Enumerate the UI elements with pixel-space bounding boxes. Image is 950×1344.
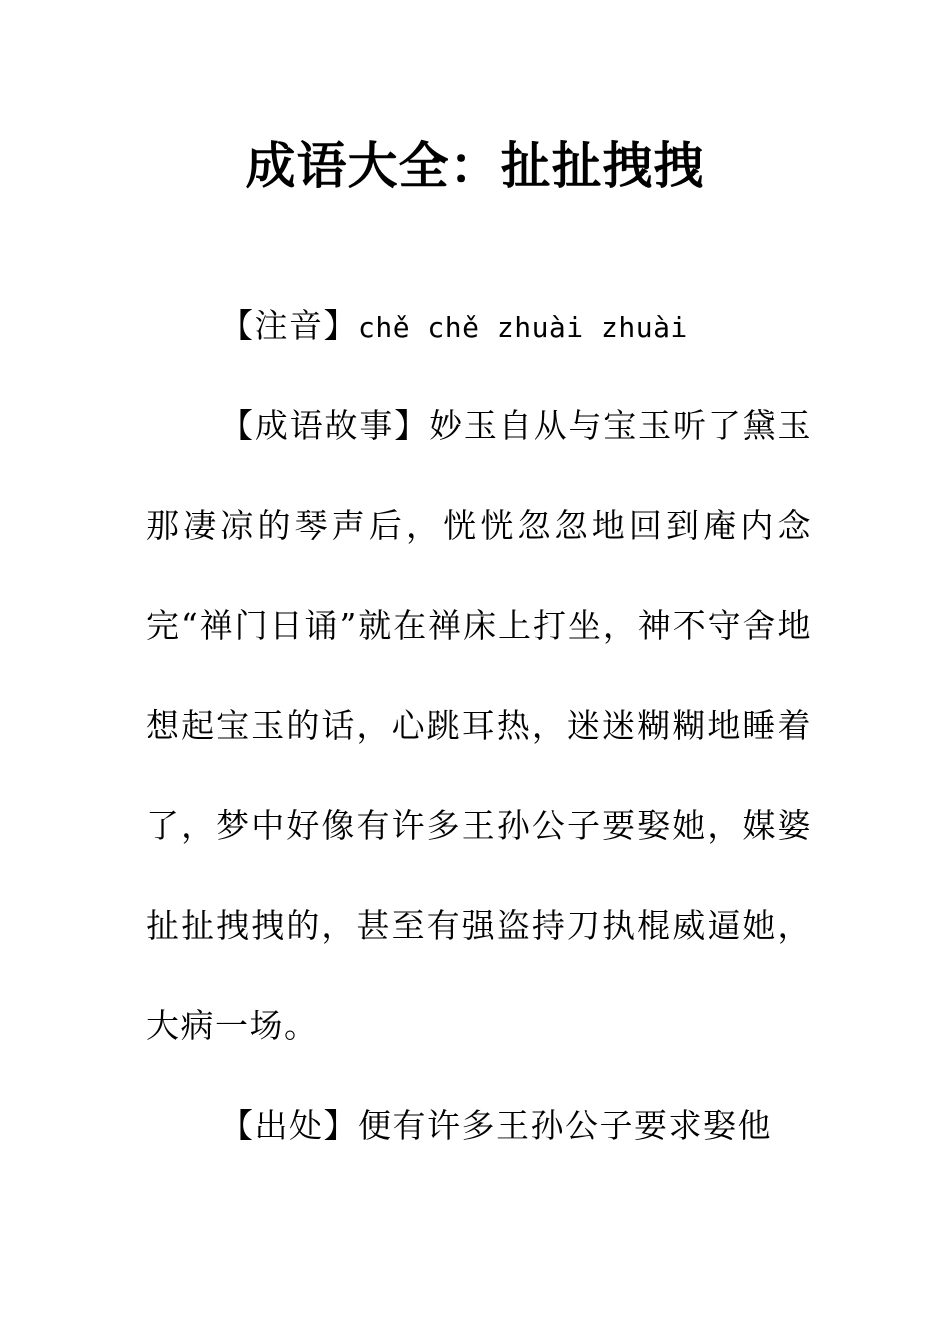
source-label: 【出处】 bbox=[220, 1106, 358, 1145]
story-paragraph bbox=[146, 376, 812, 1076]
source-text: 便有许多王孙公子要求娶他 bbox=[358, 1106, 772, 1145]
page-title: 成语大全：扯扯拽拽 bbox=[245, 137, 705, 195]
story-text: 妙玉自从与宝玉听了黛玉那凄凉的琴声后，恍恍忽忽地回到庵内念完“禅门日诵”就在禅床上打坐，神不守舍地想起宝玉的话，心跳耳热，迷迷糊糊地睡着了，梦中好像有许多王孙公子要娶她，媒婆扯扯拽拽的，甚至有强盗持刀执棍威逼她，大病一场。 bbox=[146, 406, 812, 1045]
source-paragraph bbox=[146, 1076, 812, 1176]
pinyin-paragraph bbox=[146, 276, 812, 378]
pinyin-text: chě chě zhuài zhuài bbox=[358, 311, 688, 344]
pinyin-label: 【注音】 bbox=[220, 306, 358, 345]
story-label: 【成语故事】 bbox=[220, 406, 430, 445]
